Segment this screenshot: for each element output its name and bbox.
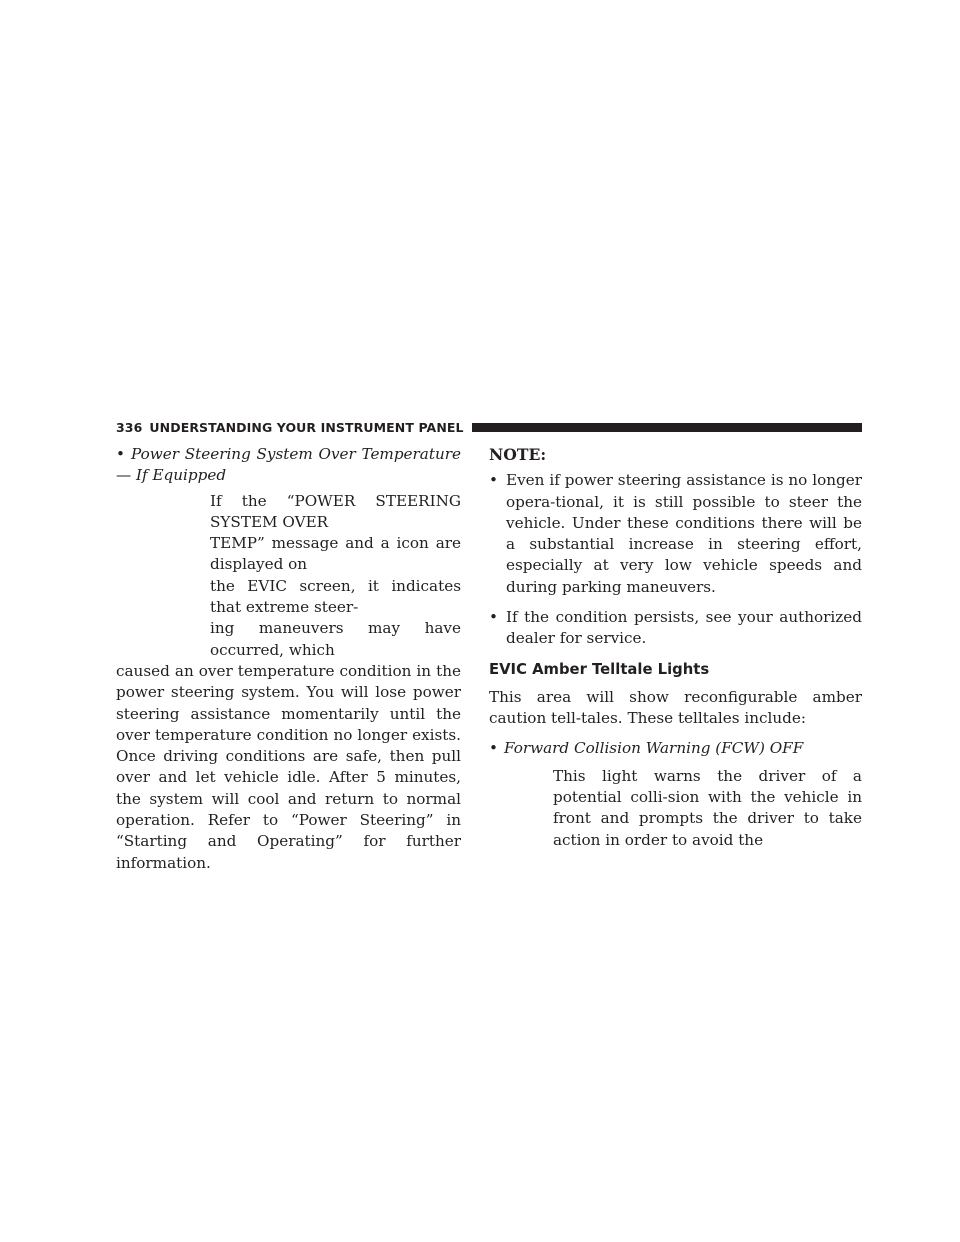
note-bullet-text: Even if power steering assistance is no longer opera-tional, it is still possible to steer the vehicle. Under these conditions there will be a substantial increase in steering effort, especially at very low vehicle speeds and during parking maneuvers.: [506, 471, 862, 596]
page-header: [116, 418, 862, 436]
note-label: NOTE:: [489, 445, 547, 464]
left-column: [116, 444, 461, 874]
evic-amber-intro: This area will show reconfigurable amber caution tell-tales. These telltales include:: [489, 687, 862, 728]
fcw-text: This light warns the driver of a potential colli-sion with the vehicle in front and prompts the driver to take action in order to avoid the: [553, 766, 862, 849]
bullet-dot: •: [116, 445, 125, 463]
bullet-dot: •: [489, 471, 498, 490]
header-rule: [472, 423, 862, 432]
right-column: [489, 444, 862, 851]
indented-line: If the “POWER STEERING SYSTEM OVER: [210, 491, 461, 531]
section-title: UNDERSTANDING YOUR INSTRUMENT PANEL: [149, 419, 464, 435]
power-steering-title: [116, 444, 461, 487]
power-steering-indented-text: [116, 491, 461, 661]
power-steering-title-text: Power Steering System Over Temperature — If Equipped: [116, 445, 461, 485]
page-number: 336: [116, 419, 143, 435]
fcw-title-text: Forward Collision Warning (FCW) OFF: [504, 738, 804, 757]
note-bullet: [489, 470, 862, 598]
indented-line: ing maneuvers may have occurred, which: [210, 619, 461, 659]
bullet-dot: •: [489, 608, 498, 627]
indented-line: TEMP” message and a icon are displayed on: [210, 534, 461, 574]
note-bullet-text: If the condition persists, see your authorized dealer for service.: [506, 608, 862, 648]
fcw-title: [489, 738, 862, 759]
bullet-dot: •: [489, 738, 498, 757]
indented-line: the EVIC screen, it indicates that extreme steer-: [210, 576, 461, 617]
power-steering-body: caused an over temperature condition in the power steering system. You will lose power steering assistance momentarily until the over temperature condition no longer exists. Once driving conditions are safe, then pull over and let vehicle idle. After 5 minutes, the system will cool and return to normal operation. Refer to “Power Steering” in “Starting and Operating” for further information.: [116, 661, 461, 872]
evic-amber-heading: EVIC Amber Telltale Lights: [489, 660, 710, 678]
note-bullet: [489, 607, 862, 650]
